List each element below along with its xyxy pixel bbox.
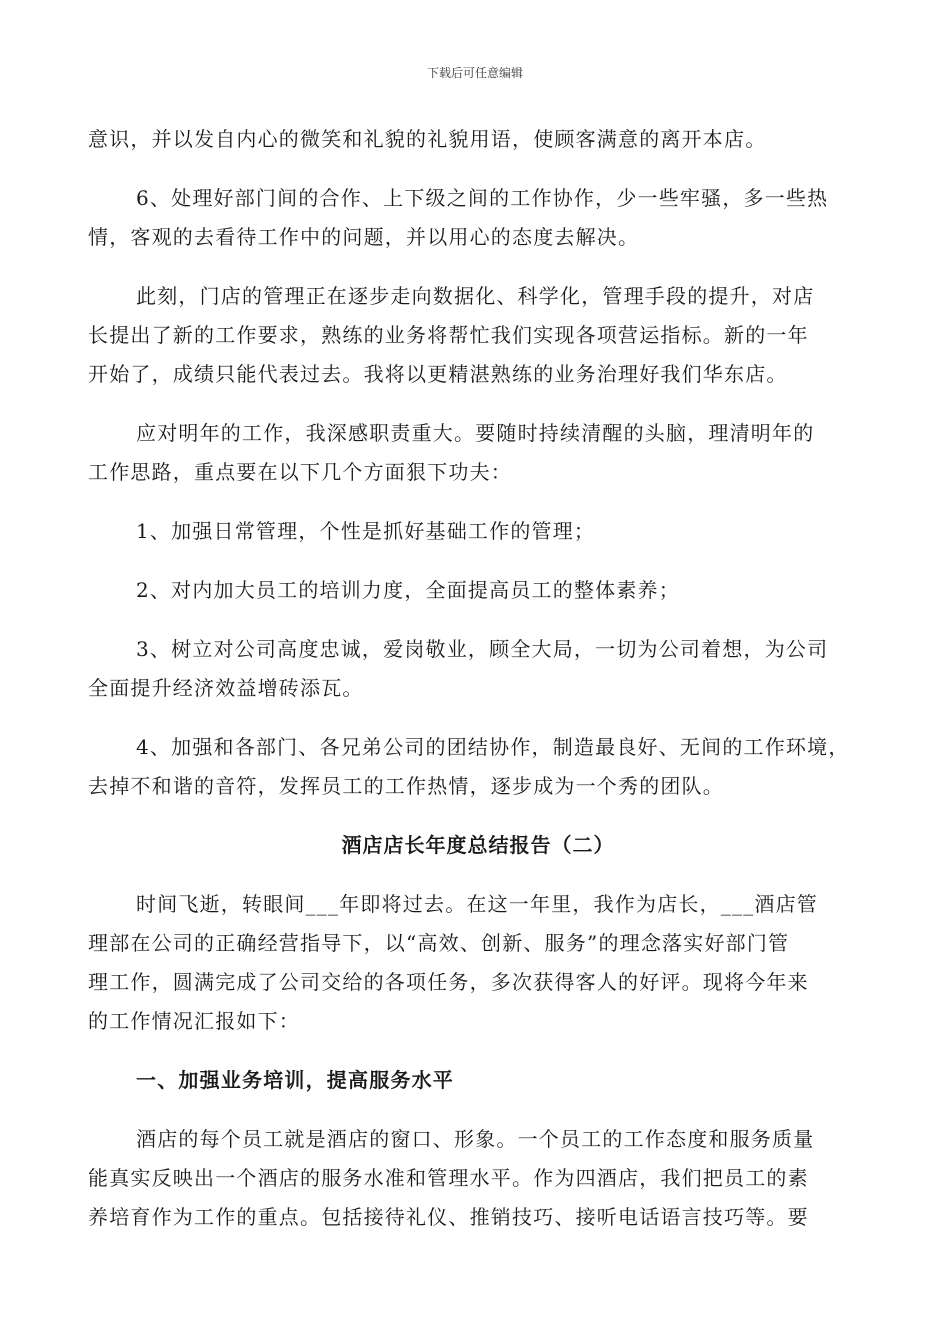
paragraph-line: 开始了，成绩只能代表过去。我将以更精湛熟练的业务治理好我们华东店。 (88, 362, 788, 386)
list-item-1 (88, 512, 868, 551)
list-item-4 (88, 728, 868, 806)
paragraph-line: 全面提升经济效益增砖添瓦。 (88, 676, 364, 700)
paragraph-line: 能真实反映出一个酒店的服务水准和管理水平。作为四酒店，我们把员工的素 (88, 1166, 809, 1190)
paragraph-line: 2、对内加大员工的培训力度，全面提高员工的整体素养； (136, 578, 680, 602)
list-item-2 (88, 571, 868, 610)
paragraph-line: 时间飞逝，转眼间___年即将过去。在这一年里，我作为店长，___酒店管 (136, 892, 818, 916)
subheading-text: 一、加强业务培训，提高服务水平 (136, 1068, 454, 1092)
paragraph-line: 理工作，圆满完成了公司交给的各项任务，多次获得客人的好评。现将今年来 (88, 970, 809, 994)
paragraph-1 (88, 120, 868, 159)
paragraph-line: 6、处理好部门间的合作、上下级之间的工作协作，少一些牢骚，多一些热 (136, 186, 829, 210)
paragraph-line: 3、树立对公司高度忠诚，爱岗敬业，顾全大局，一切为公司着想，为公司 (136, 637, 829, 661)
paragraph-line: 的工作情况汇报如下： (88, 1009, 300, 1033)
paragraph-line: 应对明年的工作，我深感职责重大。要随时持续清醒的头脑，理清明年的 (136, 421, 815, 445)
paragraph-2 (88, 179, 868, 257)
paragraph-line: 此刻，门店的管理正在逐步走向数据化、科学化，管理手段的提升，对店 (136, 284, 815, 308)
paragraph-line: 4、加强和各部门、各兄弟公司的团结协作，制造最良好、无间的工作环境， (136, 735, 850, 759)
list-item-3 (88, 630, 868, 708)
paragraph-intro (88, 885, 868, 1041)
paragraph-line: 意识，并以发自内心的微笑和礼貌的礼貌用语，使顾客满意的离开本店。 (88, 127, 767, 151)
paragraph-4 (88, 414, 868, 492)
paragraph-line: 酒店的每个员工就是酒店的窗口、形象。一个员工的工作态度和服务质量 (136, 1127, 815, 1151)
paragraph-line: 理部在公司的正确经营指导下，以“高效、创新、服务”的理念落实好部门管 (88, 931, 790, 955)
paragraph-line: 养培育作为工作的重点。包括接待礼仪、推销技巧、接听电话语言技巧等。要 (88, 1205, 809, 1229)
paragraph-training (88, 1120, 868, 1237)
subheading-1 (88, 1061, 868, 1100)
document-body (88, 120, 868, 1237)
paragraph-3 (88, 277, 868, 394)
paragraph-line: 情，客观的去看待工作中的问题，并以用心的态度去解决。 (88, 225, 640, 249)
paragraph-line: 去掉不和谐的音符，发挥员工的工作热情，逐步成为一个秀的团队。 (88, 774, 724, 798)
paragraph-line: 长提出了新的工作要求，熟练的业务将帮忙我们实现各项营运指标。新的一年 (88, 323, 809, 347)
paragraph-line: 1、加强日常管理，个性是抓好基础工作的管理； (136, 519, 596, 543)
section-title: 酒店店长年度总结报告（二） (341, 833, 615, 857)
page-header: 下载后可任意编辑 (426, 66, 523, 80)
paragraph-line: 工作思路，重点要在以下几个方面狠下功夫： (88, 460, 512, 484)
